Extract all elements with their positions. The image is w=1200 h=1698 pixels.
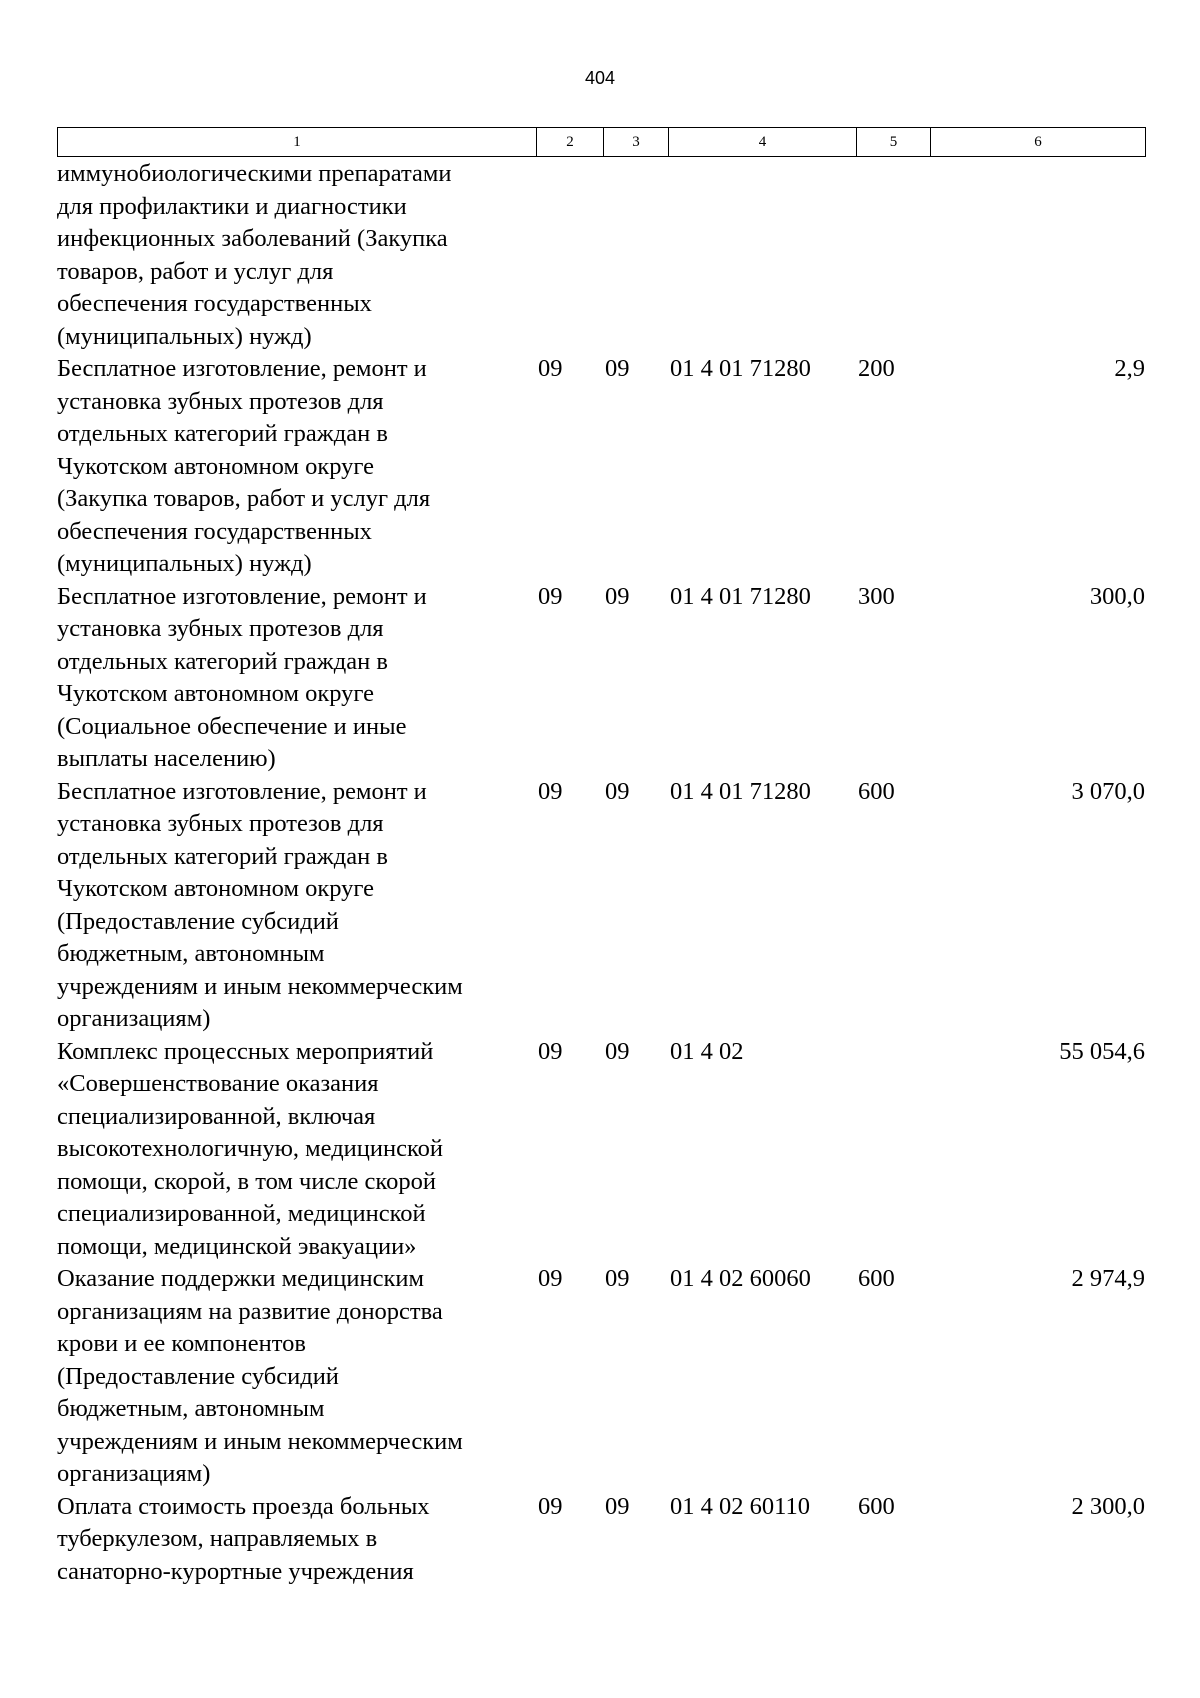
table-row [57,776,1145,1036]
row-subsection-code [603,158,668,353]
row-description: иммунобиологическими препаратами для профилактики и диагностики инфекционных заболеваний (Закупка товаров, работ и услуг для обеспечения государственных (муниципальных) нужд) [57,160,452,350]
row-description: Оказание поддержки медицинским организациям на развитие донорства крови и ее компонентов (Предоставление субсидий бюджетным, автономным учреждениям и иным некоммерческим организациям) [57,1265,463,1487]
table-row [57,158,1145,353]
row-expense-type-code: 300 [858,582,895,610]
row-section-code: 09 [538,1037,563,1065]
row-amount: 2 300,0 [1071,1492,1145,1520]
table-row [57,1036,1145,1264]
column-header-4: 4 [669,128,857,157]
row-expense-type-code [856,158,930,353]
page-number: 404 [584,68,616,88]
row-amount: 300,0 [1089,582,1145,610]
row-amount: 3 070,0 [1071,777,1145,805]
row-section-code: 09 [538,355,563,382]
row-section-code: 09 [538,1492,563,1520]
row-target-article-code: 01 4 02 [670,1037,744,1065]
table-body [57,158,1145,1588]
column-header-6: 6 [931,128,1146,157]
column-header-5: 5 [857,128,931,157]
row-expense-type-code: 600 [858,1265,895,1292]
row-amount: 2 974,9 [1071,1265,1145,1292]
row-target-article-code: 01 4 01 71280 [670,582,811,610]
budget-table [57,158,1145,1588]
row-section-code [536,158,603,353]
column-numbers-row [58,128,1146,157]
row-target-article-code: 01 4 02 60110 [670,1492,810,1520]
table-row [57,1491,1145,1589]
table-header [57,127,1146,157]
row-description: Бесплатное изготовление, ремонт и установка зубных протезов для отдельных категорий граждан в Чукотском автономном округе (Предоставление субсидий бюджетным, автономным учреждениям и иным некоммерческим организациям) [57,777,463,1032]
row-description: Бесплатное изготовление, ремонт и установка зубных протезов для отдельных категорий граждан в Чукотском автономном округе (Социальное обеспечение и иные выплаты населению) [57,582,427,772]
table-row [57,353,1145,581]
row-subsection-code: 09 [605,582,630,610]
row-target-article-code: 01 4 02 60060 [670,1265,811,1292]
row-expense-type-code [856,1036,930,1264]
row-subsection-code: 09 [605,777,630,805]
column-header-1: 1 [58,128,537,157]
row-amount [930,158,1145,353]
row-description: Комплекс процессных мероприятий «Совершенствование оказания специализированной, включая высокотехнологичную, медицинской помощи, скорой, в том числе скорой специализированной, медицинской помощи, медицинской эвакуации» [57,1037,444,1260]
row-section-code: 09 [538,777,563,805]
table-row [57,1263,1145,1491]
row-description: Оплата стоимость проезда больных туберкулезом, направляемых в санаторно-курортные учреждения [57,1492,430,1585]
row-section-code: 09 [538,1265,563,1292]
row-section-code: 09 [538,582,563,610]
column-header-2: 2 [537,128,604,157]
row-expense-type-code: 200 [858,355,895,382]
row-expense-type-code: 600 [858,777,895,805]
row-subsection-code: 09 [605,355,630,382]
table-row [57,581,1145,776]
row-expense-type-code: 600 [858,1492,895,1520]
row-amount: 2,9 [1114,355,1145,382]
row-subsection-code: 09 [605,1492,630,1520]
row-target-article-code: 01 4 01 71280 [670,355,811,382]
column-header-3: 3 [604,128,669,157]
row-target-article-code [668,158,856,353]
row-subsection-code: 09 [605,1265,630,1292]
row-amount: 55 054,6 [1059,1037,1145,1065]
row-subsection-code: 09 [605,1037,630,1065]
row-description: Бесплатное изготовление, ремонт и установка зубных протезов для отдельных категорий граждан в Чукотском автономном округе (Закупка товаров, работ и услуг для обеспечения государственных (муниципальных) нужд) [57,355,431,577]
row-target-article-code: 01 4 01 71280 [670,777,811,805]
